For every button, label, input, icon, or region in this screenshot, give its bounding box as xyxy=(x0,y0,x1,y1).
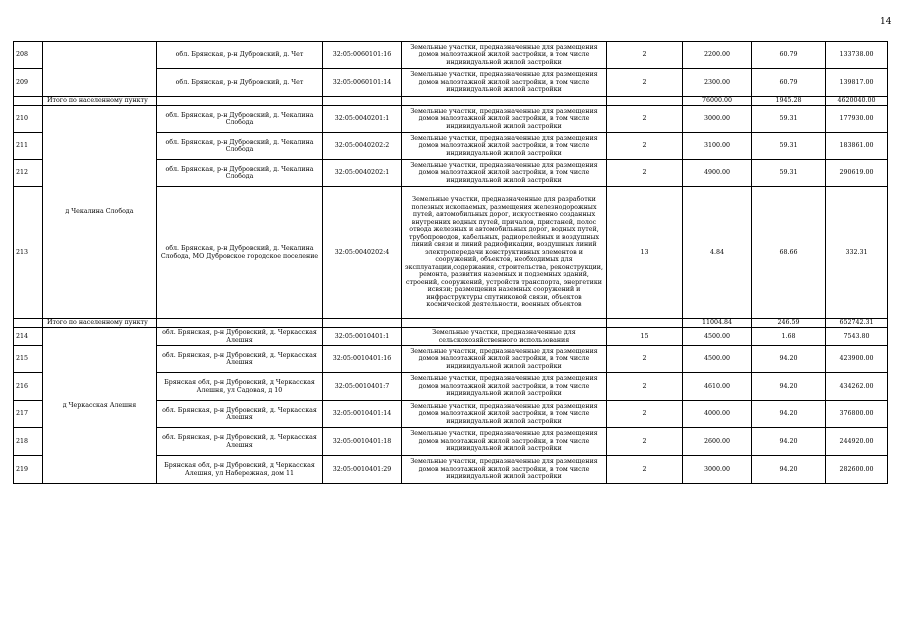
cadastral-number: 32:05:0040201:1 xyxy=(323,106,402,133)
row-number: 219 xyxy=(14,456,43,484)
settlement-name: д Чекалина Слобода xyxy=(43,106,157,319)
plot-address: Брянская обл, р-н Дубровский, д Черкасская Алешня, ул Садовая, д 10 xyxy=(157,373,323,401)
settlement-name: д Черкасская Алешня xyxy=(43,328,157,484)
cadastral-number: 32:05:0060101:14 xyxy=(323,69,402,97)
plot-address: обл. Брянская, р-н Дубровский, д. Чекалина Слобода xyxy=(157,133,323,160)
plot-area: 4900.00 xyxy=(683,160,752,187)
row-number: 214 xyxy=(14,328,43,346)
land-plots-table xyxy=(13,41,888,484)
land-use-type: Земельные участки, предназначенные для размещения домов малоэтажной жилой застройки, в том числе индивидуальной жилой застройки xyxy=(402,401,607,428)
use-group-code: 2 xyxy=(607,42,683,69)
plot-address: обл. Брянская, р-н Дубровский, д. Черкасская Алешня xyxy=(157,401,323,428)
total-area: 76000.00 xyxy=(683,97,752,106)
cadastral-value: 282600.00 xyxy=(826,456,888,484)
plot-address: обл. Брянская, р-н Дубровский, д. Черкасская Алешня xyxy=(157,346,323,373)
plot-area: 4610.00 xyxy=(683,373,752,401)
table-row xyxy=(14,106,888,133)
total-rate: 246.59 xyxy=(752,319,826,328)
land-use-type: Земельные участки, предназначенные для размещения домов малоэтажной жилой застройки, в том числе индивидуальной жилой застройки xyxy=(402,428,607,456)
page-number: 14 xyxy=(880,17,892,27)
row-number: 210 xyxy=(14,106,43,133)
row-number: 208 xyxy=(14,42,43,69)
plot-area: 4.84 xyxy=(683,187,752,319)
specific-value: 68.66 xyxy=(752,187,826,319)
empty-cell xyxy=(14,97,43,106)
row-number: 215 xyxy=(14,346,43,373)
cadastral-value: 423900.00 xyxy=(826,346,888,373)
cadastral-value: 133738.00 xyxy=(826,42,888,69)
use-group-code: 2 xyxy=(607,456,683,484)
row-number: 212 xyxy=(14,160,43,187)
plot-area: 2300.00 xyxy=(683,69,752,97)
specific-value: 1.68 xyxy=(752,328,826,346)
plot-address: обл. Брянская, р-н Дубровский, д. Чет xyxy=(157,69,323,97)
settlement-total-row xyxy=(14,319,888,328)
cadastral-value: 7543.80 xyxy=(826,328,888,346)
land-use-type: Земельные участки, предназначенные для размещения домов малоэтажной жилой застройки, в том числе индивидуальной жилой застройки xyxy=(402,42,607,69)
cadastral-value: 177930.00 xyxy=(826,106,888,133)
total-value: 652742.31 xyxy=(826,319,888,328)
empty-cell xyxy=(402,97,607,106)
land-use-type: Земельные участки, предназначенные для размещения домов малоэтажной жилой застройки, в том числе индивидуальной жилой застройки xyxy=(402,456,607,484)
plot-address: обл. Брянская, р-н Дубровский, д. Черкасская Алешня xyxy=(157,428,323,456)
plot-address: обл. Брянская, р-н Дубровский, д. Чекалина Слобода xyxy=(157,160,323,187)
cadastral-number: 32:05:0010401:29 xyxy=(323,456,402,484)
land-use-type: Земельные участки, предназначенные для размещения домов малоэтажной жилой застройки, в том числе индивидуальной жилой застройки xyxy=(402,160,607,187)
cadastral-number: 32:05:0040202:4 xyxy=(323,187,402,319)
empty-cell xyxy=(157,97,323,106)
empty-cell xyxy=(157,319,323,328)
use-group-code: 2 xyxy=(607,160,683,187)
row-number: 217 xyxy=(14,401,43,428)
row-number: 213 xyxy=(14,187,43,319)
land-use-type: Земельные участки, предназначенные для разработки полезных ископаемых, размещения железнодорожных путей, автомобильных дорог, искусственно созданных внутренних водных путей, причалов, пристаней, полос отвода железных и автомобильных дорог, водных путей, трубопроводов, кабельных, радиорелейных и воздушных линий связи и линий радиофикации, воздушных линий электропередачи конструктивных элементов и сооружений, объектов, необходимых для эксплуатации,содержания, строительства, реконструкции, ремонта, развития наземных и подземных зданий, строений, сооружений, устройств транспорта, энергетики исвязи; размещения наземных сооружений и инфраструктуры спутниковой связи, объектов космической деятельности, военных объектов xyxy=(402,187,607,319)
plot-address: обл. Брянская, р-н Дубровский, д. Чекалина Слобода xyxy=(157,106,323,133)
empty-cell xyxy=(607,97,683,106)
use-group-code: 2 xyxy=(607,133,683,160)
use-group-code: 2 xyxy=(607,373,683,401)
use-group-code: 2 xyxy=(607,428,683,456)
land-use-type: Земельные участки, предназначенные для размещения домов малоэтажной жилой застройки, в том числе индивидуальной жилой застройки xyxy=(402,373,607,401)
cadastral-value: 139817.00 xyxy=(826,69,888,97)
table-row xyxy=(14,328,888,346)
plot-address: обл. Брянская, р-н Дубровский, д. Чет xyxy=(157,42,323,69)
cadastral-number: 32:05:0010401:16 xyxy=(323,346,402,373)
row-number: 211 xyxy=(14,133,43,160)
empty-cell xyxy=(14,319,43,328)
specific-value: 60.79 xyxy=(752,42,826,69)
empty-cell xyxy=(607,319,683,328)
plot-area: 2200.00 xyxy=(683,42,752,69)
plot-area: 2600.00 xyxy=(683,428,752,456)
use-group-code: 2 xyxy=(607,69,683,97)
land-use-type: Земельные участки, предназначенные для размещения домов малоэтажной жилой застройки, в том числе индивидуальной жилой застройки xyxy=(402,69,607,97)
total-label: Итого по населенному пункту xyxy=(43,319,157,328)
total-area: 11004.84 xyxy=(683,319,752,328)
plot-area: 3000.00 xyxy=(683,106,752,133)
use-group-code: 2 xyxy=(607,401,683,428)
specific-value: 59.31 xyxy=(752,160,826,187)
use-group-code: 2 xyxy=(607,106,683,133)
cadastral-value: 376800.00 xyxy=(826,401,888,428)
total-label: Итого по населенному пункту xyxy=(43,97,157,106)
empty-cell xyxy=(402,319,607,328)
empty-cell xyxy=(323,97,402,106)
plot-address: обл. Брянская, р-н Дубровский, д. Черкасская Алешня xyxy=(157,328,323,346)
plot-address: Брянская обл, р-н Дубровский, д Черкасская Алешня, ул Набережная, дом 11 xyxy=(157,456,323,484)
specific-value: 94.20 xyxy=(752,456,826,484)
cadastral-value: 244920.00 xyxy=(826,428,888,456)
settlement-total-row xyxy=(14,97,888,106)
specific-value: 94.20 xyxy=(752,373,826,401)
use-group-code: 15 xyxy=(607,328,683,346)
use-group-code: 2 xyxy=(607,346,683,373)
plot-area: 4500.00 xyxy=(683,346,752,373)
table-row xyxy=(14,42,888,69)
total-rate: 1945.28 xyxy=(752,97,826,106)
specific-value: 94.20 xyxy=(752,401,826,428)
settlement-name xyxy=(43,42,157,97)
specific-value: 94.20 xyxy=(752,428,826,456)
cadastral-value: 290619.00 xyxy=(826,160,888,187)
plot-area: 4500.00 xyxy=(683,328,752,346)
row-number: 216 xyxy=(14,373,43,401)
plot-area: 3000.00 xyxy=(683,456,752,484)
plot-area: 3100.00 xyxy=(683,133,752,160)
specific-value: 59.31 xyxy=(752,106,826,133)
cadastral-number: 32:05:0060101:16 xyxy=(323,42,402,69)
cadastral-value: 434262.00 xyxy=(826,373,888,401)
specific-value: 59.31 xyxy=(752,133,826,160)
row-number: 218 xyxy=(14,428,43,456)
total-value: 4620040.00 xyxy=(826,97,888,106)
cadastral-number: 32:05:0040202:1 xyxy=(323,160,402,187)
specific-value: 60.79 xyxy=(752,69,826,97)
cadastral-number: 32:05:0010401:14 xyxy=(323,401,402,428)
use-group-code: 13 xyxy=(607,187,683,319)
row-number: 209 xyxy=(14,69,43,97)
cadastral-value: 183861.00 xyxy=(826,133,888,160)
empty-cell xyxy=(323,319,402,328)
cadastral-number: 32:05:0010401:7 xyxy=(323,373,402,401)
land-use-type: Земельные участки, предназначенные для размещения домов малоэтажной жилой застройки, в том числе индивидуальной жилой застройки xyxy=(402,106,607,133)
plot-address: обл. Брянская, р-н Дубровский, д. Чекалина Слобода, МО Дубровское городское поселение xyxy=(157,187,323,319)
land-use-type: Земельные участки, предназначенные для размещения домов малоэтажной жилой застройки, в том числе индивидуальной жилой застройки xyxy=(402,133,607,160)
cadastral-value: 332.31 xyxy=(826,187,888,319)
cadastral-number: 32:05:0010401:1 xyxy=(323,328,402,346)
plot-area: 4000.00 xyxy=(683,401,752,428)
land-use-type: Земельные участки, предназначенные для сельскохозяйственного использования xyxy=(402,328,607,346)
cadastral-number: 32:05:0040202:2 xyxy=(323,133,402,160)
land-use-type: Земельные участки, предназначенные для размещения домов малоэтажной жилой застройки, в том числе индивидуальной жилой застройки xyxy=(402,346,607,373)
cadastral-number: 32:05:0010401:18 xyxy=(323,428,402,456)
specific-value: 94.20 xyxy=(752,346,826,373)
